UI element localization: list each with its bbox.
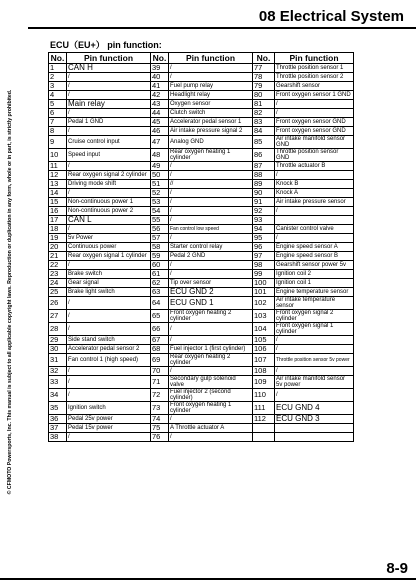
- pin-function: /: [169, 64, 253, 73]
- pin-number: 49: [151, 162, 169, 171]
- pin-function: /: [169, 336, 253, 345]
- pin-function: [275, 433, 354, 442]
- table-row: [49, 225, 354, 234]
- pin-number: 34: [49, 389, 67, 402]
- pin-number: 100: [253, 279, 275, 288]
- pin-function: Accelerator pedal sensor 1: [169, 118, 253, 127]
- pin-function: /: [67, 297, 151, 310]
- table-row: [49, 189, 354, 198]
- pin-function: Headlight relay: [169, 91, 253, 100]
- page-number: 8-9: [386, 560, 408, 577]
- copyright-text: © CFMOTO Powersports, Inc. This manual is subject to all applicable copyright laws. Reproduction or duplication in any form, whole or in part, is strictly prohibited.: [7, 89, 13, 495]
- pin-function: Air intake temperature sensor: [275, 297, 354, 310]
- pin-number: 60: [151, 261, 169, 270]
- pin-function: Throttle position sensor 1: [275, 64, 354, 73]
- table-row: [49, 118, 354, 127]
- table-row: [49, 354, 354, 367]
- table-row: [49, 310, 354, 323]
- pin-function: /: [67, 323, 151, 336]
- table-row: [49, 389, 354, 402]
- pin-function: /: [169, 323, 253, 336]
- pin-function: /: [67, 376, 151, 389]
- pin-function: Throttle position sensor 5v power: [275, 354, 354, 367]
- pin-function: Pedal 2 GND: [169, 252, 253, 261]
- pin-number: 18: [49, 225, 67, 234]
- pin-function: Front oxygen signal 2 cylinder: [275, 310, 354, 323]
- pin-number: 39: [151, 64, 169, 73]
- table-row: [49, 402, 354, 415]
- pin-function: Front oxygen sensor GND: [275, 118, 354, 127]
- pin-function: Air intake pressure sensor: [275, 198, 354, 207]
- table-row: [49, 433, 354, 442]
- pin-function: Engine speed sensor A: [275, 243, 354, 252]
- pin-function: Ignition coil 1: [275, 279, 354, 288]
- pin-number: 57: [151, 234, 169, 243]
- pin-number: 88: [253, 171, 275, 180]
- pin-number: 36: [49, 415, 67, 424]
- pin-number: 81: [253, 100, 275, 109]
- pin-number: 108: [253, 367, 275, 376]
- pin-number: 38: [49, 433, 67, 442]
- pin-number: 3: [49, 82, 67, 91]
- pin-number: 70: [151, 367, 169, 376]
- pin-number: 84: [253, 127, 275, 136]
- pin-number: 86: [253, 149, 275, 162]
- pin-function: Brake switch: [67, 270, 151, 279]
- pin-number: 11: [49, 162, 67, 171]
- pin-number: 92: [253, 207, 275, 216]
- pin-function: /: [169, 234, 253, 243]
- pin-function: Gearshift sensor: [275, 82, 354, 91]
- pin-function: Pedal 25v power: [67, 415, 151, 424]
- pin-function: /: [67, 310, 151, 323]
- pin-function: Front oxygen sensor GND: [275, 127, 354, 136]
- pin-function: Gear signal: [67, 279, 151, 288]
- table-row: [49, 64, 354, 73]
- table-row: [49, 297, 354, 310]
- pin-number: 43: [151, 100, 169, 109]
- pin-function: Knock A: [275, 189, 354, 198]
- pin-number: 98: [253, 261, 275, 270]
- table-row: [49, 336, 354, 345]
- pin-function: [275, 424, 354, 433]
- pin-function: Throttle position sensor 2: [275, 73, 354, 82]
- pin-function: /: [67, 91, 151, 100]
- pin-number: 76: [151, 433, 169, 442]
- table-row: [49, 323, 354, 336]
- pin-number: 5: [49, 100, 67, 109]
- pin-function: CAN H: [67, 64, 151, 73]
- pin-number: 109: [253, 376, 275, 389]
- pin-number: 87: [253, 162, 275, 171]
- pin-number: 66: [151, 323, 169, 336]
- pin-function: Main relay: [67, 100, 151, 109]
- table-row: [49, 345, 354, 354]
- pin-number: 37: [49, 424, 67, 433]
- pin-function: /: [169, 270, 253, 279]
- pin-number: 82: [253, 109, 275, 118]
- pin-function: /: [169, 216, 253, 225]
- pin-function: /: [169, 261, 253, 270]
- pin-function: Air intake pressure signal 2: [169, 127, 253, 136]
- pin-number: 78: [253, 73, 275, 82]
- pin-number: 16: [49, 207, 67, 216]
- pin-number: 107: [253, 354, 275, 367]
- pin-function: /: [67, 73, 151, 82]
- pin-function: Oxygen sensor: [169, 100, 253, 109]
- pin-function: ECU GND 2: [169, 288, 253, 297]
- chapter-title: 08 Electrical System: [258, 8, 404, 25]
- table-row: [49, 127, 354, 136]
- pin-number: 112: [253, 415, 275, 424]
- pin-function: /: [169, 73, 253, 82]
- pin-number: 50: [151, 171, 169, 180]
- pin-number: 85: [253, 136, 275, 149]
- pin-number: 105: [253, 336, 275, 345]
- pin-function: Rear oxygen heating 2 cylinder: [169, 354, 253, 367]
- pin-function: 5v Power: [67, 234, 151, 243]
- table-row: [49, 367, 354, 376]
- pin-number: 62: [151, 279, 169, 288]
- table-row: [49, 261, 354, 270]
- pin-function: /: [275, 345, 354, 354]
- pin-function: ECU GND 4: [275, 402, 354, 415]
- pin-number: 91: [253, 198, 275, 207]
- pin-number: 47: [151, 136, 169, 149]
- column-header-no: No.: [253, 53, 275, 64]
- table-row: [49, 270, 354, 279]
- pin-function: Non-continuous power 2: [67, 207, 151, 216]
- pin-number: 25: [49, 288, 67, 297]
- pin-function: Pedal 1 GND: [67, 118, 151, 127]
- pin-function: Canister control valve: [275, 225, 354, 234]
- table-row: [49, 162, 354, 171]
- pin-number: 33: [49, 376, 67, 389]
- pin-function: /: [67, 261, 151, 270]
- pin-number: 31: [49, 354, 67, 367]
- pin-number: 10: [49, 149, 67, 162]
- pin-number: 67: [151, 336, 169, 345]
- pin-number: 93: [253, 216, 275, 225]
- pin-function: /: [67, 109, 151, 118]
- pin-function: /: [169, 207, 253, 216]
- pin-function: Fuel injector 1 (first cylinder): [169, 345, 253, 354]
- pin-function: /: [67, 367, 151, 376]
- table-row: [49, 424, 354, 433]
- pin-function: /: [67, 127, 151, 136]
- pin-function: /: [275, 100, 354, 109]
- pin-function: Rear oxygen signal 1 cylinder: [67, 252, 151, 261]
- pin-number: 20: [49, 243, 67, 252]
- table-row: [49, 288, 354, 297]
- pin-function: Pedal 15v power: [67, 424, 151, 433]
- section-title: ECU（EU+） pin function:: [50, 40, 162, 50]
- pin-function: Gearshift sensor power 5v: [275, 261, 354, 270]
- pin-number: 48: [151, 149, 169, 162]
- pin-function: /: [67, 433, 151, 442]
- pin-number: 96: [253, 243, 275, 252]
- pin-number: 99: [253, 270, 275, 279]
- copyright-side-note: [4, 72, 16, 512]
- pin-number: 29: [49, 336, 67, 345]
- pin-number: 9: [49, 136, 67, 149]
- pin-number: 15: [49, 198, 67, 207]
- pin-function: /: [275, 207, 354, 216]
- table-row: [49, 252, 354, 261]
- pin-number: 53: [151, 198, 169, 207]
- pin-function: /: [275, 336, 354, 345]
- column-header-pin-function: Pin function: [169, 53, 253, 64]
- pin-number: 89: [253, 180, 275, 189]
- table-row: [49, 91, 354, 100]
- pin-function: Rear oxygen heating 1 cylinder: [169, 149, 253, 162]
- pin-function: Fan control low speed: [169, 225, 253, 234]
- header-divider: [28, 27, 416, 29]
- pin-number: 110: [253, 389, 275, 402]
- pin-function: Secondary gulp solenoid valve: [169, 376, 253, 389]
- pin-number: 46: [151, 127, 169, 136]
- table-row: [49, 136, 354, 149]
- pin-number: 23: [49, 270, 67, 279]
- table-header-row: [49, 53, 354, 64]
- pin-number: 71: [151, 376, 169, 389]
- pin-function: Front oxygen sensor 1 GND: [275, 91, 354, 100]
- pin-function: /: [169, 433, 253, 442]
- pin-function: Fuel pump relay: [169, 82, 253, 91]
- pin-function: Air intake manifold sensor 5v power: [275, 376, 354, 389]
- footer-divider: [0, 578, 416, 580]
- pin-function: Ignition switch: [67, 402, 151, 415]
- pin-number: 17: [49, 216, 67, 225]
- pin-function: /: [275, 109, 354, 118]
- table-row: [49, 171, 354, 180]
- table-row: [49, 207, 354, 216]
- pin-number: 40: [151, 73, 169, 82]
- pin-function: /: [67, 225, 151, 234]
- pin-function: Front oxygen signal 1 cylinder: [275, 323, 354, 336]
- pin-function: /: [169, 198, 253, 207]
- pin-number: 14: [49, 189, 67, 198]
- pin-function: Tip over sensor: [169, 279, 253, 288]
- pin-function: /: [275, 234, 354, 243]
- pin-function: Clutch switch: [169, 109, 253, 118]
- pin-function: Engine temperature sensor: [275, 288, 354, 297]
- pin-number: 68: [151, 345, 169, 354]
- pin-number: 63: [151, 288, 169, 297]
- pin-number: 95: [253, 234, 275, 243]
- pin-number: 74: [151, 415, 169, 424]
- pin-number: 73: [151, 402, 169, 415]
- pin-number: 90: [253, 189, 275, 198]
- pin-number: 13: [49, 180, 67, 189]
- pin-function: Knock B: [275, 180, 354, 189]
- pin-number: 72: [151, 389, 169, 402]
- pin-number: 79: [253, 82, 275, 91]
- pin-function: ECU GND 1: [169, 297, 253, 310]
- pin-number: 97: [253, 252, 275, 261]
- pin-number: 7: [49, 118, 67, 127]
- pin-function: Continuous power: [67, 243, 151, 252]
- table-row: [49, 180, 354, 189]
- table-row: [49, 376, 354, 389]
- pin-function: A Throttle actuator A: [169, 424, 253, 433]
- pin-function: Throttle position sensor GND: [275, 149, 354, 162]
- pin-function: [275, 216, 354, 225]
- pin-number: [253, 424, 275, 433]
- column-header-pin-function: Pin function: [67, 53, 151, 64]
- pin-number: 80: [253, 91, 275, 100]
- pin-number: 111: [253, 402, 275, 415]
- table-row: [49, 100, 354, 109]
- pin-function: CAN L: [67, 216, 151, 225]
- pin-number: 77: [253, 64, 275, 73]
- pin-number: 103: [253, 310, 275, 323]
- pin-function: /: [169, 415, 253, 424]
- pin-number: 1: [49, 64, 67, 73]
- pin-function: Fuel injector 2 (second cylinder): [169, 389, 253, 402]
- pin-function: /: [169, 162, 253, 171]
- pin-function: //: [169, 180, 253, 189]
- table-row: [49, 82, 354, 91]
- pin-number: 42: [151, 91, 169, 100]
- pin-number: 69: [151, 354, 169, 367]
- pin-function: Fan control 1 (high speed): [67, 354, 151, 367]
- table-row: [49, 109, 354, 118]
- pin-number: 27: [49, 310, 67, 323]
- pin-function: /: [169, 367, 253, 376]
- pin-function: Speed input: [67, 149, 151, 162]
- pin-function: /: [169, 171, 253, 180]
- pin-number: 21: [49, 252, 67, 261]
- pin-function: Accelerator pedal sensor 2: [67, 345, 151, 354]
- pin-function: /: [67, 189, 151, 198]
- column-header-no: No.: [49, 53, 67, 64]
- pin-number: 104: [253, 323, 275, 336]
- pin-function: Air intake manifold sensor GND: [275, 136, 354, 149]
- pin-function: Analog GND: [169, 136, 253, 149]
- pin-function: Side stand switch: [67, 336, 151, 345]
- column-header-no: No.: [151, 53, 169, 64]
- pin-number: 26: [49, 297, 67, 310]
- pin-number: 102: [253, 297, 275, 310]
- pin-function: /: [275, 389, 354, 402]
- pin-number: 58: [151, 243, 169, 252]
- pin-number: 64: [151, 297, 169, 310]
- pin-number: 59: [151, 252, 169, 261]
- pin-number: 55: [151, 216, 169, 225]
- table-body: [49, 64, 354, 442]
- pin-function: /: [169, 189, 253, 198]
- pin-number: 6: [49, 109, 67, 118]
- pin-number: 30: [49, 345, 67, 354]
- pin-function: ECU GND 3: [275, 415, 354, 424]
- pin-number: 54: [151, 207, 169, 216]
- table-row: [49, 216, 354, 225]
- pin-number: 4: [49, 91, 67, 100]
- pin-number: 45: [151, 118, 169, 127]
- table-row: [49, 198, 354, 207]
- pin-number: 44: [151, 109, 169, 118]
- pin-function: /: [67, 82, 151, 91]
- table-row: [49, 243, 354, 252]
- pin-number: 32: [49, 367, 67, 376]
- pin-number: 65: [151, 310, 169, 323]
- pin-number: 28: [49, 323, 67, 336]
- table-row: [49, 234, 354, 243]
- pin-function: Cruise control input: [67, 136, 151, 149]
- pin-function: /: [67, 162, 151, 171]
- table-row: [49, 73, 354, 82]
- table-row: [49, 279, 354, 288]
- pin-number: 101: [253, 288, 275, 297]
- pin-function: Front oxygen heating 1 cylinder: [169, 402, 253, 415]
- pin-number: 61: [151, 270, 169, 279]
- pin-function: /: [275, 367, 354, 376]
- table-row: [49, 149, 354, 162]
- pin-function: Starter control relay: [169, 243, 253, 252]
- pin-number: 8: [49, 127, 67, 136]
- pin-number: 106: [253, 345, 275, 354]
- pin-function: Front oxygen heating 2 cylinder: [169, 310, 253, 323]
- pin-number: [253, 433, 275, 442]
- pin-number: 94: [253, 225, 275, 234]
- pin-function: Rear oxygen signal 2 cylinder: [67, 171, 151, 180]
- pin-number: 35: [49, 402, 67, 415]
- pin-number: 2: [49, 73, 67, 82]
- pin-function: Engine speed sensor B: [275, 252, 354, 261]
- pin-number: 83: [253, 118, 275, 127]
- column-header-pin-function: Pin function: [275, 53, 354, 64]
- pin-function: Throttle actuator B: [275, 162, 354, 171]
- pin-number: 56: [151, 225, 169, 234]
- pin-function: Brake light switch: [67, 288, 151, 297]
- pin-number: 19: [49, 234, 67, 243]
- pin-number: 24: [49, 279, 67, 288]
- pin-number: 12: [49, 171, 67, 180]
- table-row: [49, 415, 354, 424]
- pin-number: 22: [49, 261, 67, 270]
- ecu-pin-table: [48, 52, 354, 442]
- pin-number: 51: [151, 180, 169, 189]
- pin-function: Driving mode shift: [67, 180, 151, 189]
- pin-function: Ignition coil 2: [275, 270, 354, 279]
- pin-function: /: [275, 171, 354, 180]
- pin-number: 52: [151, 189, 169, 198]
- pin-number: 41: [151, 82, 169, 91]
- pin-function: Non-continuous power 1: [67, 198, 151, 207]
- pin-number: 75: [151, 424, 169, 433]
- pin-function: /: [67, 389, 151, 402]
